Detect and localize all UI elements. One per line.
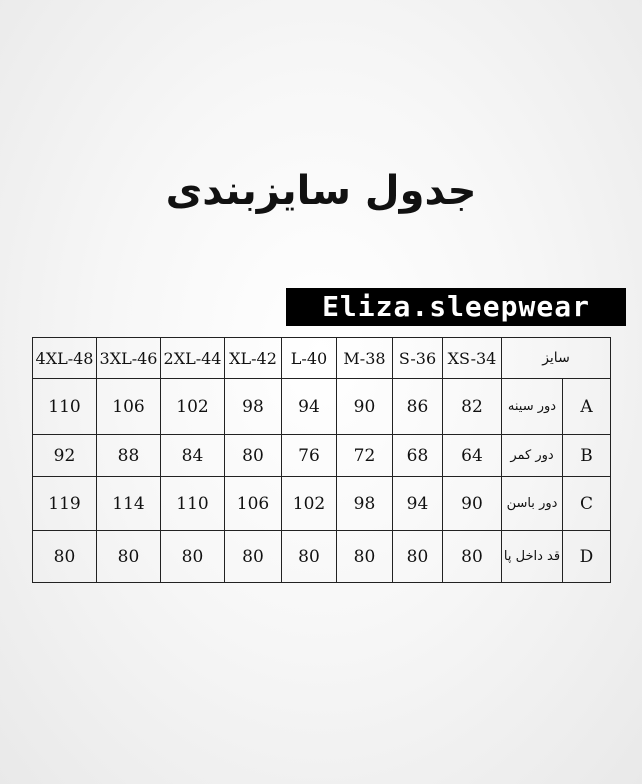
measurement-label: دور کمر bbox=[502, 435, 563, 477]
table-cell: 106 bbox=[97, 379, 161, 435]
table-cell: 94 bbox=[393, 477, 443, 531]
size-header: S-36 bbox=[393, 338, 443, 379]
size-header: 3XL-46 bbox=[97, 338, 161, 379]
table-cell: 98 bbox=[337, 477, 393, 531]
table-row bbox=[33, 531, 611, 583]
table-cell: 94 bbox=[282, 379, 337, 435]
size-header: M-38 bbox=[337, 338, 393, 379]
size-header: 2XL-44 bbox=[161, 338, 225, 379]
row-letter: A bbox=[563, 379, 611, 435]
table-cell: 119 bbox=[33, 477, 97, 531]
size-header: XS-34 bbox=[443, 338, 502, 379]
table-cell: 80 bbox=[337, 531, 393, 583]
table-cell: 88 bbox=[97, 435, 161, 477]
table-cell: 68 bbox=[393, 435, 443, 477]
table-cell: 92 bbox=[33, 435, 97, 477]
table-row bbox=[33, 477, 611, 531]
table-cell: 80 bbox=[33, 531, 97, 583]
measurement-label: دور باسن bbox=[502, 477, 563, 531]
table-cell: 110 bbox=[33, 379, 97, 435]
table-row bbox=[33, 379, 611, 435]
table-cell: 106 bbox=[225, 477, 282, 531]
table-cell: 80 bbox=[97, 531, 161, 583]
page-title: جدول سایزبندی bbox=[165, 168, 477, 214]
size-chart-table bbox=[32, 337, 611, 583]
row-letter: B bbox=[563, 435, 611, 477]
measurement-label: قد داخل پا bbox=[502, 531, 563, 583]
table-cell: 80 bbox=[443, 531, 502, 583]
table-cell: 90 bbox=[337, 379, 393, 435]
table-cell: 110 bbox=[161, 477, 225, 531]
table-row bbox=[33, 435, 611, 477]
size-header: L-40 bbox=[282, 338, 337, 379]
table-cell: 98 bbox=[225, 379, 282, 435]
table-cell: 80 bbox=[225, 435, 282, 477]
measurement-label: دور سینه bbox=[502, 379, 563, 435]
table-cell: 114 bbox=[97, 477, 161, 531]
table-cell: 82 bbox=[443, 379, 502, 435]
brand-label: Eliza.sleepwear bbox=[286, 288, 626, 326]
table-cell: 102 bbox=[161, 379, 225, 435]
size-header-row bbox=[33, 338, 611, 379]
table-cell: 80 bbox=[393, 531, 443, 583]
table-cell: 84 bbox=[161, 435, 225, 477]
table-cell: 102 bbox=[282, 477, 337, 531]
size-header: 4XL-48 bbox=[33, 338, 97, 379]
table-cell: 80 bbox=[282, 531, 337, 583]
row-letter: C bbox=[563, 477, 611, 531]
table-cell: 80 bbox=[161, 531, 225, 583]
size-label-header: سایز bbox=[502, 338, 611, 379]
size-header: XL-42 bbox=[225, 338, 282, 379]
table-cell: 72 bbox=[337, 435, 393, 477]
row-letter: D bbox=[563, 531, 611, 583]
table-cell: 86 bbox=[393, 379, 443, 435]
table-cell: 90 bbox=[443, 477, 502, 531]
table-cell: 76 bbox=[282, 435, 337, 477]
table-cell: 64 bbox=[443, 435, 502, 477]
table-cell: 80 bbox=[225, 531, 282, 583]
